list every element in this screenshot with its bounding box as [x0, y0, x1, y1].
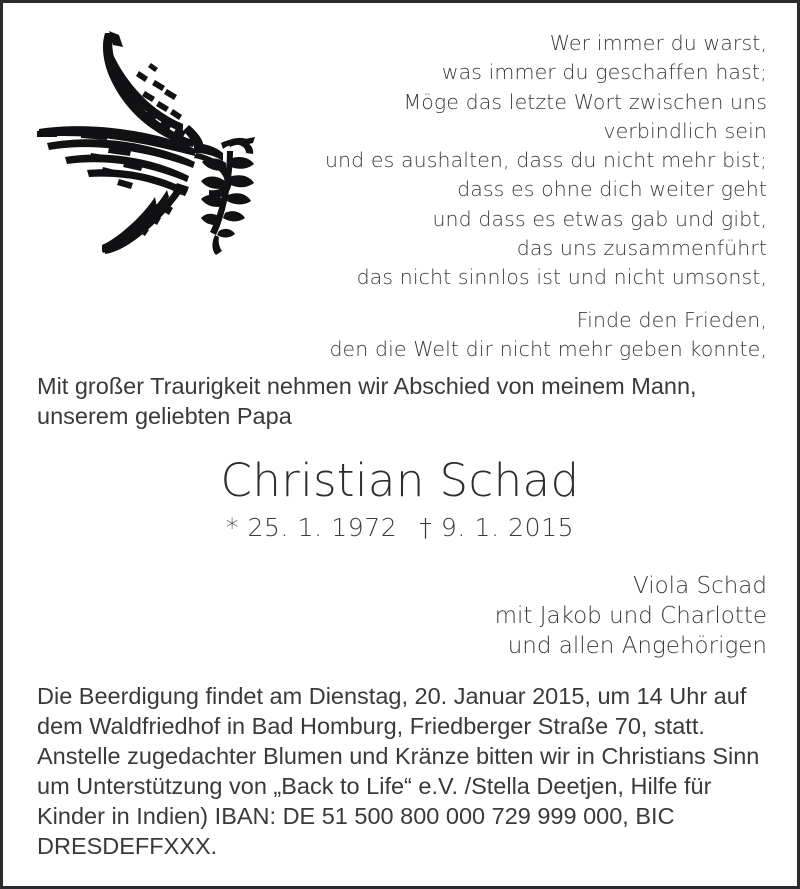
survivors-block — [287, 571, 767, 661]
header-area — [3, 3, 797, 361]
poem-line: Wer immer du warst, — [549, 31, 767, 55]
poem-line: das nicht sinnlos ist und nicht umsonst, — [356, 265, 767, 290]
memorial-poem — [277, 29, 767, 364]
death-date: † 9. 1. 2015 — [419, 513, 575, 542]
intro-paragraph — [37, 371, 767, 431]
survivor-line: und allen Angehörigen — [507, 633, 767, 659]
survivor-line: mit Jakob und Charlotte — [494, 603, 767, 629]
poem-line: das uns zusammenführt — [516, 236, 767, 261]
poem-line: und es aushalten, dass du nicht mehr bist; — [324, 148, 767, 173]
poem-line: was immer du geschaffen hast; — [441, 60, 767, 85]
birth-date: * 25. 1. 1972 — [225, 513, 398, 542]
funeral-details-paragraph — [37, 681, 767, 861]
funeral-details-text: Die Beerdigung findet am Dienstag, 20. Januar 2015, um 14 Uhr auf dem Waldfriedhof in Bad Homburg, Friedberger Straße 70, statt. Anstelle zugedachter Blumen und Kränze bitten wir in Christians Sinn um Unterstützung von „Back to Life“ e.V. /Stella Deetjen, Hilfe für Kinder in Indien) IBAN: DE 51 500 800 000 729 999 000, BIC DRESDEFFXXX. — [37, 683, 760, 859]
deceased-name-block — [3, 455, 797, 543]
intro-text: Mit großer Traurigkeit nehmen wir Abschied von meinem Mann, unserem geliebten Papa — [37, 373, 697, 429]
poem-line: Finde den Frieden, — [576, 307, 767, 332]
poem-line: den die Welt dir nicht mehr geben konnte, — [329, 336, 767, 361]
life-dates — [3, 513, 797, 543]
dove-with-olive-branch-icon — [33, 25, 258, 255]
poem-line: dass es ohne dich weiter geht — [457, 177, 767, 202]
poem-stanza-gap — [277, 293, 767, 306]
poem-line: verbindlich sein — [603, 118, 767, 143]
deceased-name: Christian Schad — [220, 454, 580, 507]
survivor-line: Viola Schad — [632, 573, 767, 599]
poem-line: und dass es etwas gab und gibt, — [432, 206, 767, 231]
poem-line: Möge das letzte Wort zwischen uns — [403, 89, 767, 114]
notice-inner — [3, 3, 797, 886]
